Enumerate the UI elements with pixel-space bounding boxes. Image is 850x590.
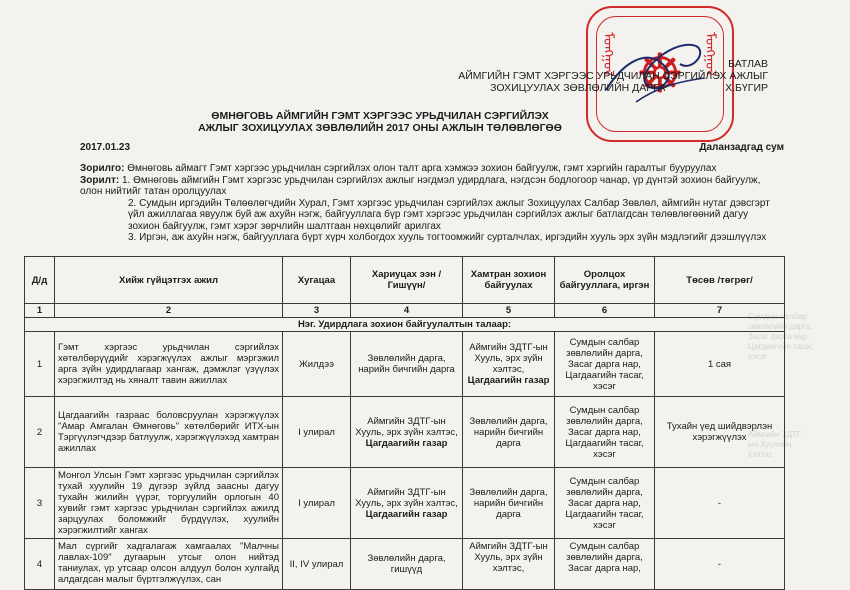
title-line-2: АЖЛЫГ ЗОХИЦУУЛАХ ЗӨВЛӨЛИЙН 2017 ОНЫ АЖЛЫН ТӨЛӨВЛӨГӨӨ xyxy=(198,122,562,134)
task-description: Гэмт хэргээс урьдчилан сэргийлэх хөтөлбөрүүдийг хэрэгжүүлэх ажлыг мэргэжил арга зүйн удирдлагаар хангаж, дэмжлэг үзүүлэх хэрэгжилтэд нь хяналт тавин ажиллах xyxy=(55,332,283,397)
work-plan-table xyxy=(24,256,785,590)
objective-paragraph xyxy=(80,175,780,198)
responsible-party xyxy=(351,397,463,468)
responsible-party xyxy=(351,468,463,539)
responsible-bold: Цагдаагийн газар xyxy=(365,508,448,520)
section-heading: Нэг. Удирдлага зохион байгуулалтын талаар: xyxy=(25,318,785,332)
co-organizer-bold: Цагдаагийн газар xyxy=(467,375,550,386)
task-description: Мал сүргийг хадгалагаж хамгаалах "Малчны лавлах-109" дугаарын утсыг олон нийтэд таниулах, үр утсаар олсон алдуул болон хулгайд алдагдсан малыг бүртгэлжүүлэх, сан xyxy=(55,539,283,590)
responsible-party: Зөвлөлийн дарга, нарийн бичгийн дарга xyxy=(351,332,463,397)
column-header: Хариуцах ээн /Гишүүн/ xyxy=(351,257,463,304)
table-row xyxy=(25,332,785,397)
column-number: 2 xyxy=(55,304,283,318)
goal-label: Зорилго: xyxy=(80,163,125,174)
budget: - xyxy=(655,468,785,539)
objective-3: 3. Иргэн, аж ахуйн нэгж, байгууллага бүрт хүрч холбогдох хууль тогтоомжийг сурталчлах, иргэдийн хууль эрх зүйн мэдлэгийг дээшлүүлэх xyxy=(128,232,767,243)
task-deadline: I улирал xyxy=(283,397,351,468)
objective-1: 1. Өмнөговь аймгийн Гэмт хэргээс урьдчилан сэргийлэх ажлыг нэгдмэл удирдлага, нэгдсэн бодлогоор чанар, үр дүнтэй зохион байгуулж, олон нийтийг татан оролцуулах xyxy=(80,174,761,197)
row-number: 2 xyxy=(25,397,55,468)
participants: Сумдын салбар зөвлөлийн дарга, Засаг дарга нар, Цагдаагийн тасаг, хэсэг xyxy=(555,397,655,468)
task-deadline: I улирал xyxy=(283,468,351,539)
approval-position: ЗОХИЦУУЛАХ ЗӨВЛӨЛИЙН ДАРГА xyxy=(490,82,666,94)
column-number: 6 xyxy=(555,304,655,318)
column-number: 3 xyxy=(283,304,351,318)
document-date: 2017.01.23 xyxy=(80,142,131,153)
objectives-label: Зорилт: xyxy=(80,174,120,186)
bleed-through-text: Сумдын салбар зөвлөлийн дарга, Засаг дарга нар, Цагдаагийн тасаг, хэсэг xyxy=(748,312,814,361)
budget: 1 сая xyxy=(655,332,785,397)
task-description: Монгол Улсын Гэмт хэргээс урьдчилан сэргийлэх тухай хуулийн 19 дүгээр зүйлд заасны дагуу тухайн жилийн үүрэг, торгуулийн орлогын 40 хувийг гэмт хэргээс урьдчилан сэргийлэх ажилд зарцуулах боломжийг бүрдүүлэх, хуулийн хэрэгжилтийг хангах xyxy=(55,468,283,539)
stamp-side-script: ᠮᠣᠩᠭᠣᠯ xyxy=(703,32,719,77)
responsible-text: Аймгийн ЗДТГ-ын Хууль, эрх зүйн хэлтэс, xyxy=(355,486,458,509)
title-line-1: ӨМНӨГОВЬ АЙМГИЙН ГЭМТ ХЭРГЭЭС УРЬДЧИЛАН СЭРГИЙЛЭХ xyxy=(211,110,549,122)
column-number: 4 xyxy=(351,304,463,318)
task-deadline: II, IV улирал xyxy=(283,539,351,590)
bleed-through-text: Аймгийн ЗДТГ- ын Хуулийн хэлтэс xyxy=(748,430,804,459)
signature xyxy=(596,18,719,118)
column-header: Төсөв /төгрөг/ xyxy=(655,257,785,304)
column-number: 5 xyxy=(463,304,555,318)
approval-line-1: АЙМГИЙН ГЭМТ ХЭРГЭЭС УРЬДЧИЛАН СЭРГИЙЛЭХ АЖЛЫГ xyxy=(458,70,768,82)
row-number: 4 xyxy=(25,539,55,590)
task-description: Цагдаагийн газраас боловсруулан хэрэгжүүлэх "Амар Амгалан Өмнөговь" хөтөлбөрийг ИТХ-ын Тэргүүлэгчдээр батлуулж, хэрэгжүүлэхэд хамтран ажиллах xyxy=(55,397,283,468)
column-number: 1 xyxy=(25,304,55,318)
approval-line-2 xyxy=(490,82,768,94)
responsible-bold: Цагдаагийн газар xyxy=(365,437,448,449)
task-deadline: Жилдээ xyxy=(283,332,351,397)
co-organizer: Зөвлөлийн дарга, нарийн бичгийн дарга xyxy=(463,468,555,539)
participants: Сумдын салбар зөвлөлийн дарга, Засаг дарга нар, xyxy=(555,539,655,590)
objective-2: 2. Сумдын иргэдийн Төлөөлөгчдийн Хурал, Гэмт хэргээс урьдчилан сэргийлэх ажлыг Зохицуулах Салбар Зөвлөл, аймгийн нутаг дэвсгэрт үйл ажиллагаа явуулж буй аж ахуйн нэгж, байгууллага бүр гэмт хэргээс урьдчилан сэргийлэх ажлыг батлагдсан төлөвлөгөөний дагуу зохион байгуулж, гэмт хэрэг зөрчлийн шалтгаан нөхцөлийг арилгах xyxy=(128,197,770,232)
stamp-side-script: ᠮᠣᠩᠭᠣᠯ xyxy=(601,32,617,77)
column-header: Хамтран зохион байгуулах xyxy=(463,257,555,304)
document-title xyxy=(190,110,570,134)
column-header: Оролцох байгууллага, иргэн xyxy=(555,257,655,304)
table-header-row xyxy=(25,257,785,304)
column-header: Хугацаа xyxy=(283,257,351,304)
document-place: Даланзадгад сум xyxy=(699,142,784,153)
participants: Сумдын салбар зөвлөлийн дарга, Засаг дарга нар, Цагдаагийн тасаг, хэсэг xyxy=(555,468,655,539)
co-organizer-text: Аймгийн ЗДТГ-ын Хууль, эрх зүйн хэлтэс, xyxy=(469,342,548,375)
row-number: 3 xyxy=(25,468,55,539)
co-organizer: Аймгийн ЗДТГ-ын Хууль, эрх зүйн хэлтэс, xyxy=(463,539,555,590)
soyombo-emblem-icon: ☸ xyxy=(635,44,685,104)
column-header: Хийж гүйцэтгэх ажил xyxy=(55,257,283,304)
participants: Сумдын салбар зөвлөлийн дарга, Засаг дарга нар, Цагдаагийн тасаг, хэсэг xyxy=(555,332,655,397)
budget: - xyxy=(655,539,785,590)
co-organizer xyxy=(463,332,555,397)
goal-paragraph xyxy=(80,163,780,175)
approval-name: Х.БҮГИР xyxy=(725,82,768,94)
row-number: 1 xyxy=(25,332,55,397)
section-heading-row xyxy=(25,318,785,332)
co-organizer: Зөвлөлийн дарга, нарийн бичгийн дарга xyxy=(463,397,555,468)
table-row xyxy=(25,397,785,468)
table-row xyxy=(25,468,785,539)
approval-label: БАТЛАВ xyxy=(728,58,768,70)
column-number: 7 xyxy=(655,304,785,318)
goal-text: Өмнөговь аймагт Гэмт хэргээс урьдчилан сэргийлэх олон талт арга хэмжээ зохион байгуулж, гэмт хэргийн гаралтыг бууруулах xyxy=(127,163,717,174)
table-row xyxy=(25,539,785,590)
column-number-row xyxy=(25,304,785,318)
responsible-party: Зөвлөлийн дарга, гишүүд xyxy=(351,539,463,590)
budget: Тухайн үед шийдвэрлэн хэрэгжүүлэх xyxy=(655,397,785,468)
goals-section xyxy=(80,163,780,244)
responsible-text: Аймгийн ЗДТГ-ын Хууль, эрх зүйн хэлтэс, xyxy=(355,415,458,438)
column-header: Д/д xyxy=(25,257,55,304)
